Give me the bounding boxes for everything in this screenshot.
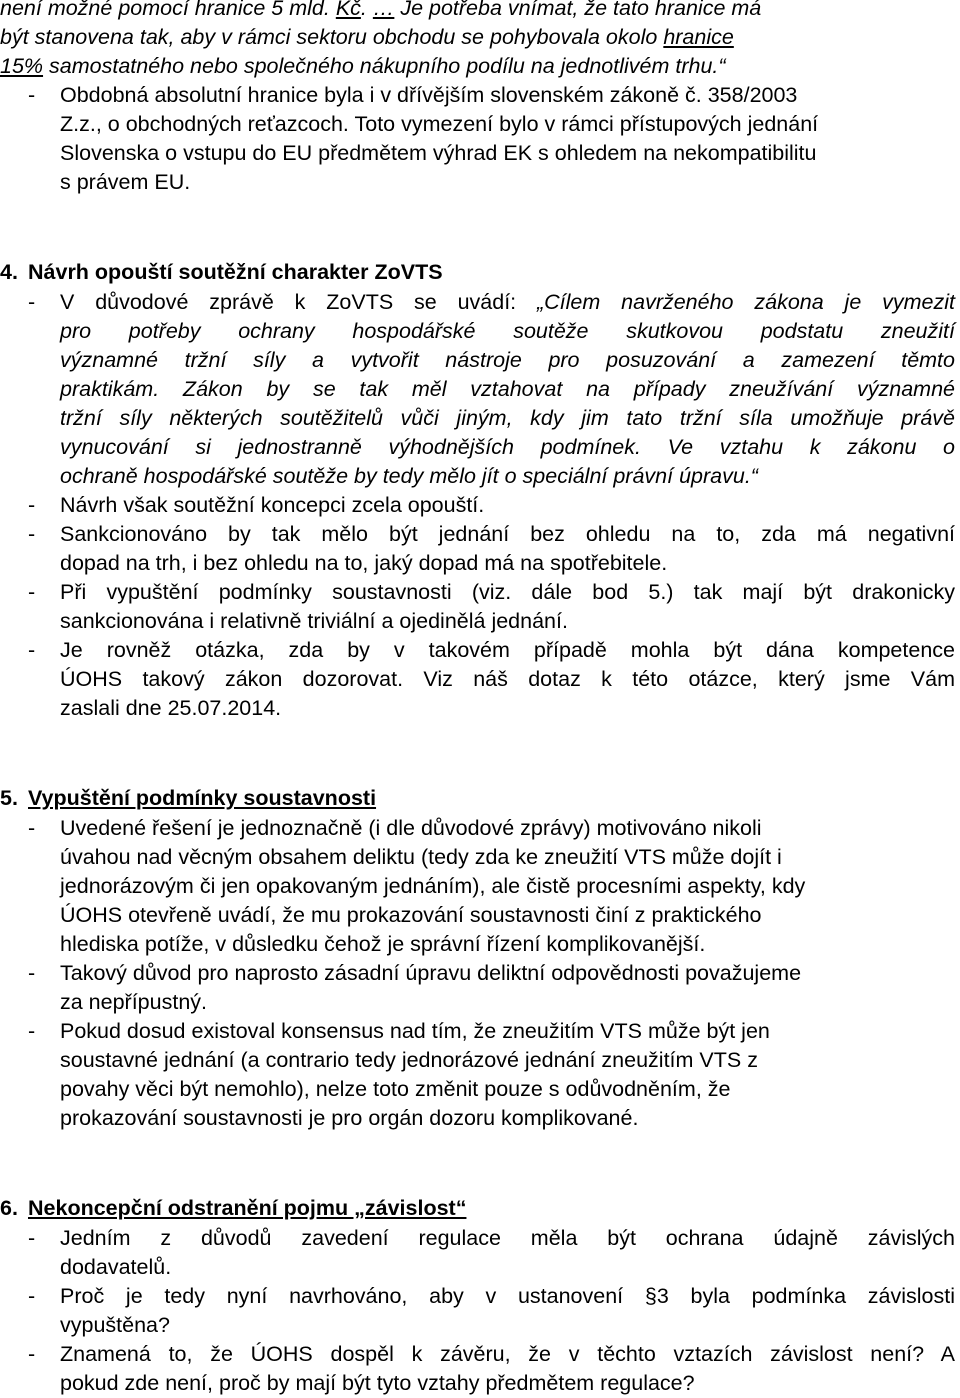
- text-line: významné tržní síly a vytvořit nástroje pro posuzování a zamezení těmto: [60, 348, 955, 372]
- text-line: Z.z., o obchodných reťazcoch. Toto vymezení bylo v rámci přístupových jednání: [60, 112, 819, 136]
- bullet-dash: -: [28, 290, 36, 314]
- text-line: vynucování si jednostranně výhodnějších podmínek. Ve vztahu k zákonu o: [60, 435, 955, 459]
- text-line: pro potřeby ochrany hospodářské soutěže skutkovou podstatu zneužití: [60, 319, 955, 343]
- text-line: Slovenska o vstupu do EU předmětem výhrad EK s ohledem na nekompatibilitu: [60, 141, 817, 165]
- text-line: za nepřípustný.: [60, 990, 208, 1014]
- text-line: soustavné jednání (a contrario tedy jednorázové jednání zneužitím VTS z: [60, 1048, 758, 1072]
- text-line: pokud zde není, proč by mají být tyto vztahy předmětem regulace?: [60, 1371, 695, 1395]
- bullet-dash: -: [28, 1019, 36, 1043]
- bullet-dash: -: [28, 1226, 36, 1250]
- text-line: zaslali dne 25.07.2014.: [60, 696, 282, 720]
- bullet-dash: -: [28, 1342, 36, 1366]
- text-line: dodavatelů.: [60, 1255, 172, 1279]
- text-line: úvahou nad věcným obsahem deliktu (tedy zda ke zneužití VTS může dojít i: [60, 845, 782, 869]
- section-heading-5: 5. Vypuštění podmínky soustavnosti: [0, 786, 377, 810]
- bullet-dash: -: [28, 493, 36, 517]
- bullet-dash: -: [28, 961, 36, 985]
- text-line: ÚOHS takový zákon dozorovat. Viz náš dotaz k této otázce, který jsme Vám: [60, 667, 955, 691]
- text-line: dopad na trh, i bez ohledu na to, jaký dopad má na spotřebitele.: [60, 551, 668, 575]
- text-line: praktikám. Zákon by se tak měl vztahovat na případy zneužívání významné: [60, 377, 955, 401]
- text-line: Proč je tedy nyní navrhováno, aby v ustanovení §3 byla podmínka závislosti: [60, 1284, 955, 1308]
- text-line: 15% samostatného nebo společného nákupního podílu na jednotlivém trhu.“: [0, 54, 726, 78]
- text-line: V důvodové zprávě k ZoVTS se uvádí: „Cílem navrženého zákona je vymezit: [60, 290, 955, 314]
- text-line: Návrh však soutěžní koncepci zcela opouští.: [60, 493, 485, 517]
- text-line: ÚOHS otevřeně uvádí, že mu prokazování soustavnosti činí z praktického: [60, 903, 762, 927]
- text-line: hlediska potíže, v důsledku čehož je správní řízení komplikovanější.: [60, 932, 706, 956]
- text-line: prokazování soustavnosti je pro orgán dozoru komplikované.: [60, 1106, 639, 1130]
- text-line: Obdobná absolutní hranice byla i v dřívějším slovenském zákoně č. 358/2003: [60, 83, 798, 107]
- text-line: povahy věci být nemohlo), nelze toto změnit pouze s odůvodněním, že: [60, 1077, 731, 1101]
- text-line: Je rovněž otázka, zda by v takovém případě mohla být dána kompetence: [60, 638, 955, 662]
- section-heading-6: 6. Nekoncepční odstranění pojmu „závislost“: [0, 1196, 467, 1220]
- bullet-dash: -: [28, 522, 36, 546]
- text-line: Jedním z důvodů zavedení regulace měla být ochrana údajně závislých: [60, 1226, 955, 1250]
- bullet-dash: -: [28, 83, 36, 107]
- text-line: jednorázovým či jen opakovaným jednáním), ale čistě procesními aspekty, kdy: [60, 874, 806, 898]
- text-line: s právem EU.: [60, 170, 191, 194]
- text-line: být stanovena tak, aby v rámci sektoru obchodu se pohybovala okolo hranice: [0, 25, 734, 49]
- text-line: vypuštěna?: [60, 1313, 170, 1337]
- text-line: Při vypuštění podmínky soustavnosti (viz. dále bod 5.) tak mají být drakonicky: [60, 580, 955, 604]
- bullet-dash: -: [28, 1284, 36, 1308]
- section-heading-4: 4. Návrh opouští soutěžní charakter ZoVTS: [0, 260, 443, 284]
- text-line: tržní síly některých soutěžitelů vůči jiným, kdy jim tato tržní síla umožňuje právě: [60, 406, 955, 430]
- text-line: Sankcionováno by tak mělo být jednání bez ohledu na to, zda má negativní: [60, 522, 955, 546]
- bullet-dash: -: [28, 638, 36, 662]
- text-line: Znamená to, že ÚOHS dospěl k závěru, že v těchto vztazích závislost není? A: [60, 1342, 955, 1366]
- text-line: Pokud dosud existoval konsensus nad tím, že zneužitím VTS může být jen: [60, 1019, 770, 1043]
- text-line: není možné pomocí hranice 5 mld. Kč. … Je potřeba vnímat, že tato hranice má: [0, 0, 762, 20]
- bullet-dash: -: [28, 816, 36, 840]
- text-line: Uvedené řešení je jednoznačně (i dle důvodové zprávy) motivováno nikoli: [60, 816, 762, 840]
- text-line: ochraně hospodářské soutěže by tedy mělo jít o speciální právní úpravu.“: [60, 464, 758, 488]
- text-line: Takový důvod pro naprosto zásadní úpravu deliktní odpovědnosti považujeme: [60, 961, 802, 985]
- bullet-dash: -: [28, 580, 36, 604]
- text-line: sankcionována i relativně triviální a ojedinělá jednání.: [60, 609, 568, 633]
